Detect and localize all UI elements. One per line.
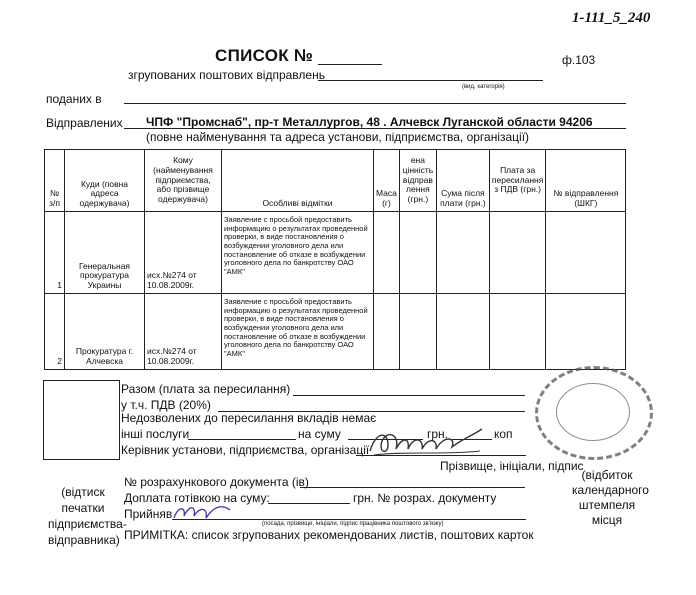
row-cod: [436, 212, 489, 294]
other-line: [188, 439, 296, 440]
row-value: [399, 212, 436, 294]
cash-label: Доплата готівкою на суму:: [124, 491, 270, 505]
postal-stamp: [535, 366, 653, 460]
calc-doc-label: № розрахункового документа (ів): [124, 475, 309, 489]
col-number: № з/п: [45, 150, 65, 212]
accepted-signature: [170, 498, 240, 526]
accepted-label: Прийняв: [124, 507, 173, 521]
head-label: Керівник установи, підприємства, організації: [121, 443, 370, 457]
uah-label: грн.: [427, 427, 449, 441]
sign-hint: Прізвище, ініціали, підпис: [440, 459, 584, 473]
row-regno: [546, 294, 626, 370]
vat-label: у т.ч. ПДВ (20%): [121, 398, 211, 412]
row-notes: Заявление с просьбой предоставить информацию о результатах проведенной проверки, в виде постановления о возбуждении уголовного дела или постановление об отказе в возбуждении уголовного дела по банкротству ОАО "АМК": [222, 212, 374, 294]
kind-hint: (вид, категорія): [462, 84, 505, 90]
row-where: Прокуратура г. Алчевска: [65, 294, 145, 370]
col-regno: № відправлення (ШКГ): [546, 150, 626, 212]
sender-hint: (повне найменування та адреса установи, підприємства, організації): [146, 130, 530, 144]
kind-line: [318, 80, 543, 81]
table-row: [45, 212, 626, 294]
col-whom: Кому (найменування підприємства, або прізвище одержувача): [145, 150, 222, 212]
cash-tail: грн. № розрах. документу: [353, 491, 497, 505]
register-table: [44, 149, 626, 370]
kop-label: коп: [494, 427, 513, 441]
page-title: СПИСОК №: [215, 46, 314, 65]
row-mass: [374, 212, 400, 294]
head-signature: [366, 425, 486, 459]
seal-box: [43, 380, 120, 460]
col-where: Куди (повна адреса одержувача): [65, 150, 145, 212]
col-mass: Маса (г): [374, 150, 400, 212]
row-whom: исх.№274 от 10.08.2009г.: [145, 212, 222, 294]
seal-caption: (відтиск печатки підприємства-відправника): [48, 485, 127, 547]
col-notes: Особливі відмітки: [222, 150, 374, 212]
unpaid-label: Недозволених до пересилання вкладів немає: [121, 411, 377, 425]
row-whom: исх.№274 от 10.08.2009г.: [145, 294, 222, 370]
stamp-caption: (відбиток календарного штемпеля місця: [572, 468, 649, 527]
filed-in-line: [124, 103, 626, 104]
subtitle: згрупованих поштових відправлень: [128, 68, 325, 82]
row-number: 2: [45, 294, 65, 370]
row-cod: [436, 294, 489, 370]
row-fee: [489, 294, 545, 370]
total-line: [293, 395, 525, 396]
col-cod: Сума після плати (грн.): [436, 150, 489, 212]
accepted-hint: (посада, прізвище, ініціали, підпис працівника поштового зв'язку): [262, 521, 444, 527]
document-code: 1-111_5_240: [572, 10, 651, 26]
other-label: інші послуги: [121, 427, 190, 441]
row-where: Генеральная прокуратура Украины: [65, 212, 145, 294]
table-header-row: [45, 150, 626, 212]
filed-in-label: поданих в: [46, 92, 102, 106]
col-fee: Плата за пересилання з ПДВ (грн.): [489, 150, 545, 212]
row-mass: [374, 294, 400, 370]
cash-line: [268, 503, 350, 504]
row-fee: [489, 212, 545, 294]
list-number-line: [318, 64, 382, 65]
sum-label: на суму: [298, 427, 341, 441]
table-row: [45, 294, 626, 370]
row-number: 1: [45, 212, 65, 294]
row-value: [399, 294, 436, 370]
total-label: Разом (плата за пересилання): [121, 382, 291, 396]
calc-doc-line: [300, 487, 525, 488]
row-notes: Заявление с просьбой предоставить информацию о результатах проведенной проверки, в виде постановления о возбуждении уголовного дела или постановление об отказе в возбуждении уголовного дела по банкротству ОАО "АМК": [222, 294, 374, 370]
sender-label: Відправлених: [46, 116, 123, 130]
sender-value: ЧПФ "Промснаб", пр-т Металлургов, 48 . Алчевск Луганской области 94206: [146, 115, 593, 129]
footnote: ПРИМІТКА: список згрупованих рекомендованих листів, поштових карток: [124, 528, 534, 542]
row-regno: [546, 212, 626, 294]
form-number: ф.103: [562, 53, 596, 67]
col-value: ена цінність відправ лення (грн.): [399, 150, 436, 212]
sender-line: [124, 128, 626, 129]
